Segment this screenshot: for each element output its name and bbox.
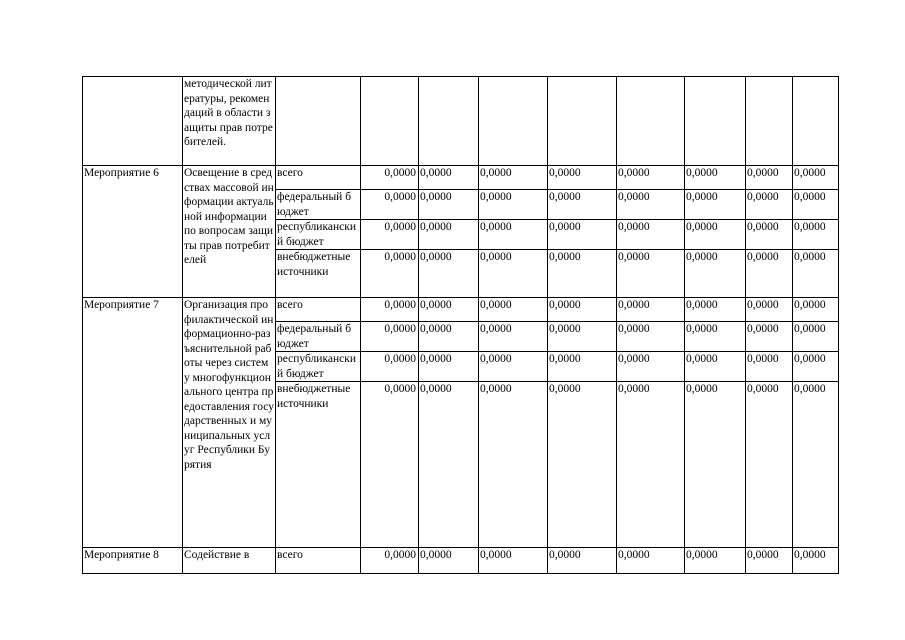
value-cell: 0,0000 xyxy=(548,250,617,298)
value-cell: 0,0000 xyxy=(793,352,839,382)
value-cell: 0,0000 xyxy=(685,322,746,352)
value-cell xyxy=(548,77,617,166)
value-cell: 0,0000 xyxy=(617,190,685,220)
measure-name-cell xyxy=(83,77,183,166)
value-cell: 0,0000 xyxy=(479,166,548,190)
measure-description-cell: Содействие в xyxy=(183,548,276,574)
value-cell: 0,0000 xyxy=(479,220,548,250)
table-row xyxy=(83,298,839,322)
value-cell: 0,0000 xyxy=(685,190,746,220)
value-cell: 0,0000 xyxy=(479,250,548,298)
value-cell: 0,0000 xyxy=(479,382,548,548)
value-cell: 0,0000 xyxy=(548,298,617,322)
value-cell: 0,0000 xyxy=(746,322,793,352)
value-cell: 0,0000 xyxy=(685,548,746,574)
value-cell: 0,0000 xyxy=(617,298,685,322)
funding-source-cell: всего xyxy=(276,298,361,322)
value-cell xyxy=(479,77,548,166)
value-cell: 0,0000 xyxy=(793,166,839,190)
funding-source-cell xyxy=(276,77,361,166)
value-cell: 0,0000 xyxy=(479,298,548,322)
funding-source-cell: внебюджетные источники xyxy=(276,382,361,548)
value-cell: 0,0000 xyxy=(617,322,685,352)
value-cell: 0,0000 xyxy=(361,250,419,298)
value-cell: 0,0000 xyxy=(361,166,419,190)
value-cell: 0,0000 xyxy=(617,548,685,574)
value-cell: 0,0000 xyxy=(479,548,548,574)
value-cell: 0,0000 xyxy=(479,190,548,220)
measure-name-cell: Мероприятие 6 xyxy=(83,166,183,298)
value-cell: 0,0000 xyxy=(793,322,839,352)
value-cell xyxy=(419,77,479,166)
value-cell: 0,0000 xyxy=(746,250,793,298)
value-cell: 0,0000 xyxy=(548,322,617,352)
value-cell xyxy=(746,77,793,166)
value-cell: 0,0000 xyxy=(685,250,746,298)
table-row xyxy=(83,77,839,166)
value-cell: 0,0000 xyxy=(419,166,479,190)
value-cell: 0,0000 xyxy=(548,548,617,574)
value-cell: 0,0000 xyxy=(361,298,419,322)
value-cell: 0,0000 xyxy=(548,166,617,190)
value-cell: 0,0000 xyxy=(685,382,746,548)
value-cell: 0,0000 xyxy=(548,220,617,250)
value-cell: 0,0000 xyxy=(548,382,617,548)
funding-source-cell: всего xyxy=(276,548,361,574)
value-cell: 0,0000 xyxy=(419,298,479,322)
value-cell: 0,0000 xyxy=(361,352,419,382)
budget-table xyxy=(82,76,839,574)
value-cell: 0,0000 xyxy=(548,190,617,220)
value-cell: 0,0000 xyxy=(746,220,793,250)
value-cell xyxy=(793,77,839,166)
funding-source-cell: внебюджетные источники xyxy=(276,250,361,298)
funding-source-cell: республиканский бюджет xyxy=(276,220,361,250)
value-cell: 0,0000 xyxy=(419,352,479,382)
value-cell: 0,0000 xyxy=(793,190,839,220)
value-cell: 0,0000 xyxy=(617,220,685,250)
value-cell: 0,0000 xyxy=(746,190,793,220)
value-cell: 0,0000 xyxy=(685,298,746,322)
measure-name-cell: Мероприятие 7 xyxy=(83,298,183,548)
value-cell xyxy=(617,77,685,166)
value-cell: 0,0000 xyxy=(793,548,839,574)
value-cell: 0,0000 xyxy=(361,382,419,548)
value-cell: 0,0000 xyxy=(479,352,548,382)
measure-description-cell: методической литературы, рекомендаций в области защиты прав потребителей. xyxy=(183,77,276,166)
value-cell: 0,0000 xyxy=(617,352,685,382)
value-cell: 0,0000 xyxy=(746,382,793,548)
funding-source-cell: федеральный бюджет xyxy=(276,322,361,352)
funding-source-cell: всего xyxy=(276,166,361,190)
value-cell: 0,0000 xyxy=(548,352,617,382)
value-cell: 0,0000 xyxy=(746,352,793,382)
value-cell: 0,0000 xyxy=(361,190,419,220)
value-cell: 0,0000 xyxy=(617,166,685,190)
value-cell: 0,0000 xyxy=(793,382,839,548)
value-cell: 0,0000 xyxy=(617,382,685,548)
value-cell: 0,0000 xyxy=(419,322,479,352)
table-row xyxy=(83,166,839,190)
value-cell: 0,0000 xyxy=(419,190,479,220)
value-cell: 0,0000 xyxy=(746,298,793,322)
value-cell: 0,0000 xyxy=(419,382,479,548)
value-cell xyxy=(361,77,419,166)
measure-name-cell: Мероприятие 8 xyxy=(83,548,183,574)
value-cell: 0,0000 xyxy=(793,250,839,298)
value-cell: 0,0000 xyxy=(479,322,548,352)
value-cell: 0,0000 xyxy=(746,166,793,190)
value-cell: 0,0000 xyxy=(793,220,839,250)
value-cell: 0,0000 xyxy=(793,298,839,322)
value-cell: 0,0000 xyxy=(419,220,479,250)
value-cell: 0,0000 xyxy=(419,548,479,574)
value-cell: 0,0000 xyxy=(361,548,419,574)
value-cell: 0,0000 xyxy=(685,220,746,250)
value-cell: 0,0000 xyxy=(361,322,419,352)
value-cell: 0,0000 xyxy=(419,250,479,298)
table-row xyxy=(83,548,839,574)
value-cell: 0,0000 xyxy=(685,352,746,382)
measure-description-cell: Организация профилактической информационно-разъяснительной работы через систему многофункционального центра предоставления государственных и муниципальных услуг Республики Бурятия xyxy=(183,298,276,548)
measure-description-cell: Освещение в средствах массовой информации актуальной информации по вопросам защиты прав потребителей xyxy=(183,166,276,298)
funding-source-cell: федеральный бюджет xyxy=(276,190,361,220)
value-cell xyxy=(685,77,746,166)
value-cell: 0,0000 xyxy=(746,548,793,574)
value-cell: 0,0000 xyxy=(685,166,746,190)
value-cell: 0,0000 xyxy=(361,220,419,250)
value-cell: 0,0000 xyxy=(617,250,685,298)
funding-source-cell: республиканский бюджет xyxy=(276,352,361,382)
